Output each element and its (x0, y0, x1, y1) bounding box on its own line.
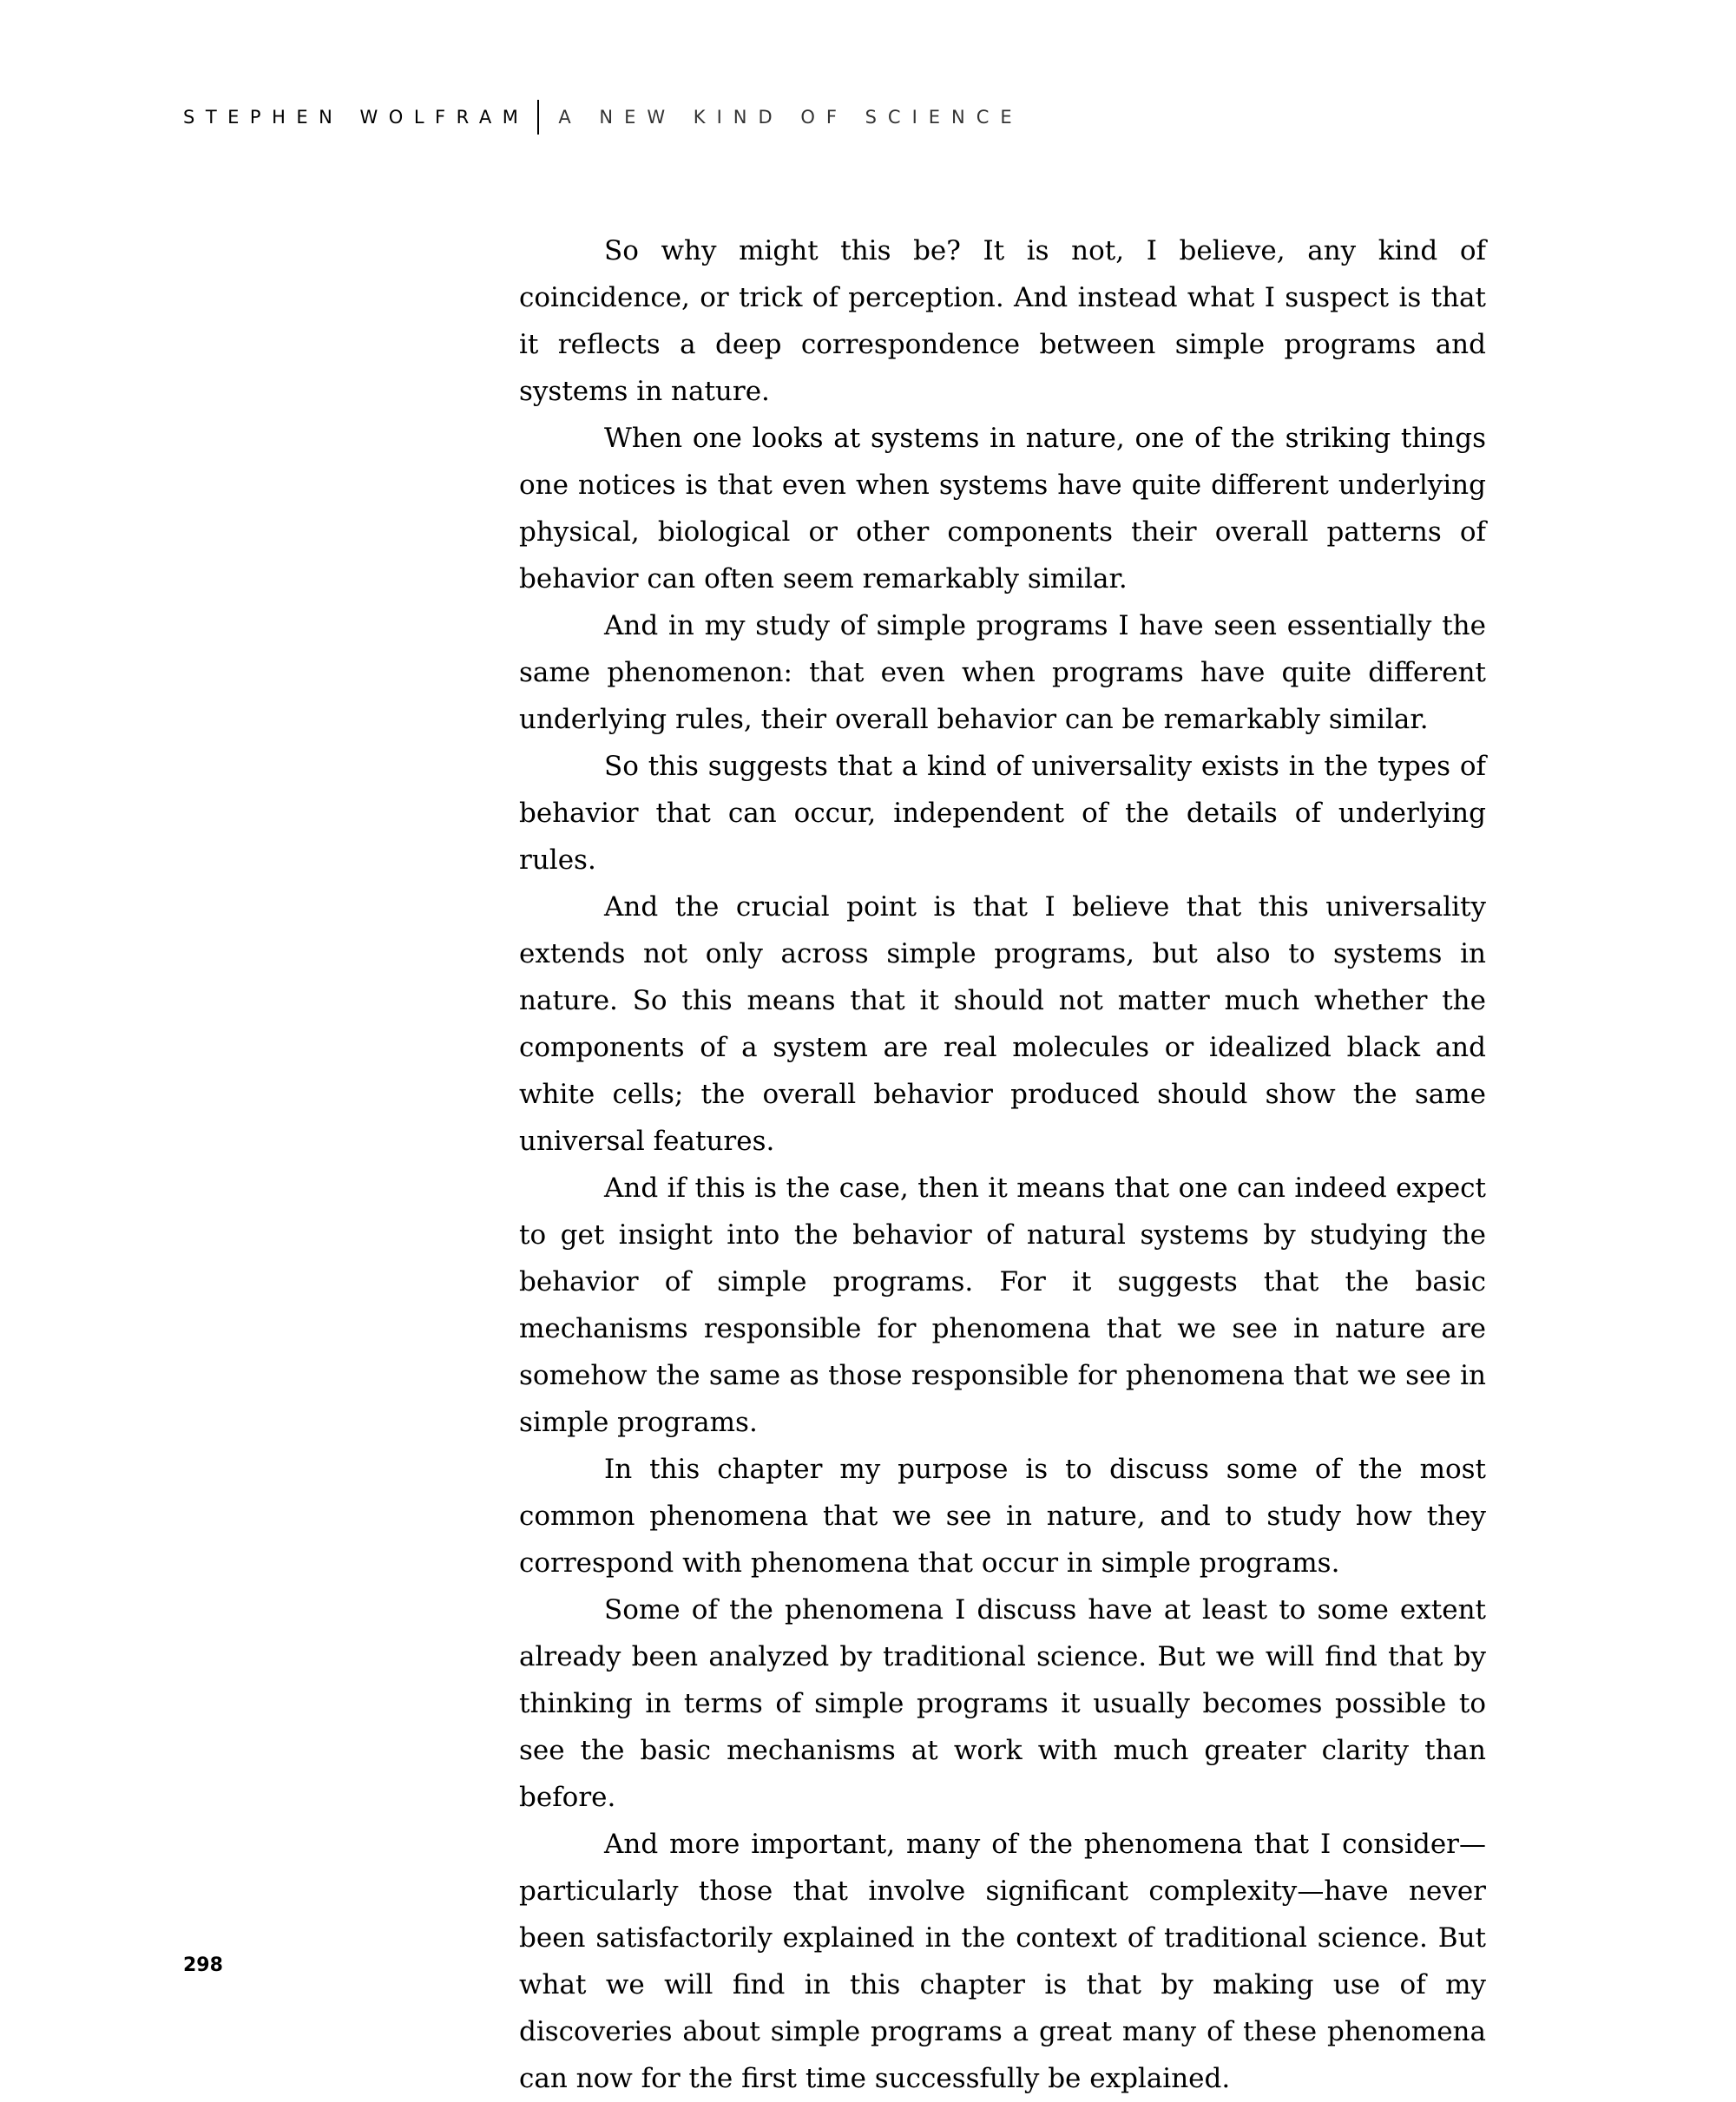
running-head-divider (537, 100, 539, 135)
paragraph: And more important, many of the phenomena that I consider—particularly those that involve significant complexity—have never been satisfactorily explained in the context of traditional science. But what we will find in this chapter is that by making use of my discoveries about simple programs a great many of these phenomena can now for the first time successfully be explained. (519, 1829, 1486, 2094)
body-text (519, 227, 1486, 2102)
running-head-book-title: A NEW KIND OF SCIENCE (558, 107, 1023, 128)
paragraph: And in my study of simple programs I have seen essentially the same phenomenon: that even when programs have quite different underlying rules, their overall behavior can be remarkably similar. (519, 610, 1486, 735)
paragraph: So this suggests that a kind of universality exists in the types of behavior that can occur, independent of the details of underlying rules. (519, 751, 1486, 876)
running-head-author: STEPHEN WOLFRAM (183, 107, 529, 128)
running-head (183, 97, 1023, 137)
paragraph: In this chapter my purpose is to discuss some of the most common phenomena that we see in nature, and to study how they correspond with phenomena that occur in simple programs. (519, 1454, 1486, 1579)
paragraph: When one looks at systems in nature, one of the striking things one notices is that even when systems have quite different underlying physical, biological or other components their overall patterns of behavior can often seem remarkably similar. (519, 423, 1486, 594)
page-number: 298 (183, 1954, 223, 1976)
paragraph: And the crucial point is that I believe that this universality extends not only across simple programs, but also to systems in nature. So this means that it should not matter much whether the components of a system are real molecules or idealized black and white cells; the overall behavior produced should show the same universal features. (519, 891, 1486, 1157)
paragraph: So why might this be? It is not, I believe, any kind of coincidence, or trick of perception. And instead what I suspect is that it reflects a deep correspondence between simple programs and systems in nature. (519, 235, 1486, 407)
paragraph: Some of the phenomena I discuss have at least to some extent already been analyzed by traditional science. But we will find that by thinking in terms of simple programs it usually becomes possible to see the basic mechanisms at work with much greater clarity than before. (519, 1594, 1486, 1813)
paragraph: And if this is the case, then it means that one can indeed expect to get insight into the behavior of natural systems by studying the behavior of simple programs. For it suggests that the basic mechanisms responsible for phenomena that we see in nature are somehow the same as those responsible for phenomena that we see in simple programs. (519, 1173, 1486, 1438)
